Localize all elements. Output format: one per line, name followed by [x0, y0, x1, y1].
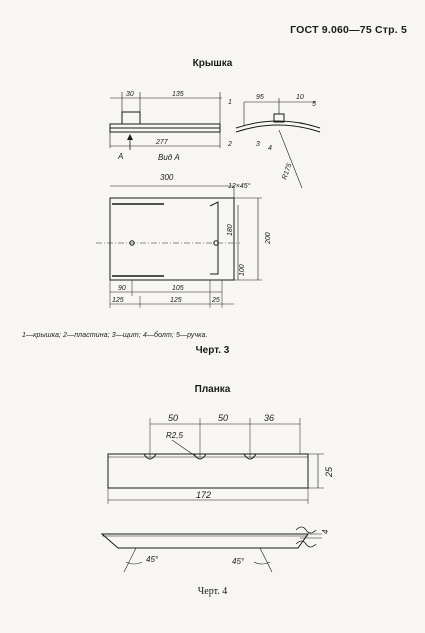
dim-25: 25 [212, 297, 220, 304]
dim-25-height: 25 [324, 466, 334, 477]
figure-caption-3: Черт. 3 [195, 345, 230, 356]
view-arrow-icon [127, 134, 133, 140]
figure-legend: 1—крышка; 2—пластина; 3—щит; 4—болт; 5—ручка. [22, 332, 208, 339]
dim-r2-5: R2,5 [166, 431, 183, 440]
dim-300: 300 [160, 173, 174, 182]
dim-125-mid: 125 [170, 297, 182, 304]
strip-plan-view [108, 418, 324, 504]
dim-125-left: 125 [112, 297, 124, 304]
dim-180: 180 [227, 224, 234, 236]
dim-30: 30 [126, 91, 134, 98]
shield-detail [236, 98, 320, 188]
dim-135: 135 [172, 91, 184, 98]
callout-5: 5 [312, 101, 316, 108]
view-label: Вид А [158, 153, 180, 162]
figure-caption-4: Черт. 4 [197, 586, 228, 597]
page-header: ГОСТ 9.060—75 Стр. 5 [290, 24, 407, 36]
dim-r175: R175 [281, 162, 294, 181]
dim-100: 100 [239, 264, 246, 276]
dim-4: 4 [321, 529, 330, 534]
angle-45-right: 45° [232, 557, 245, 566]
dim-200: 200 [265, 232, 272, 244]
strip-section-view [102, 534, 322, 572]
dim-105: 105 [172, 285, 184, 292]
dim-chamfer: 12×45° [228, 183, 251, 190]
dim-90: 90 [118, 285, 126, 292]
dim-36: 36 [264, 413, 275, 423]
dim-50-right: 50 [218, 413, 229, 423]
arrow-label: A [118, 152, 124, 161]
callout-2: 2 [228, 141, 232, 148]
section-title-strip: Планка [194, 384, 231, 395]
section-title-cover: Крышка [192, 58, 233, 69]
callout-1: 1 [228, 99, 232, 106]
dim-277: 277 [156, 139, 168, 146]
angle-45-left: 45° [146, 555, 159, 564]
dim-50-left: 50 [168, 413, 179, 423]
callout-4: 4 [268, 145, 272, 152]
dim-10: 10 [296, 94, 304, 101]
dim-95: 95 [256, 94, 264, 101]
callout-3: 3 [256, 141, 260, 148]
dim-172: 172 [196, 490, 212, 500]
